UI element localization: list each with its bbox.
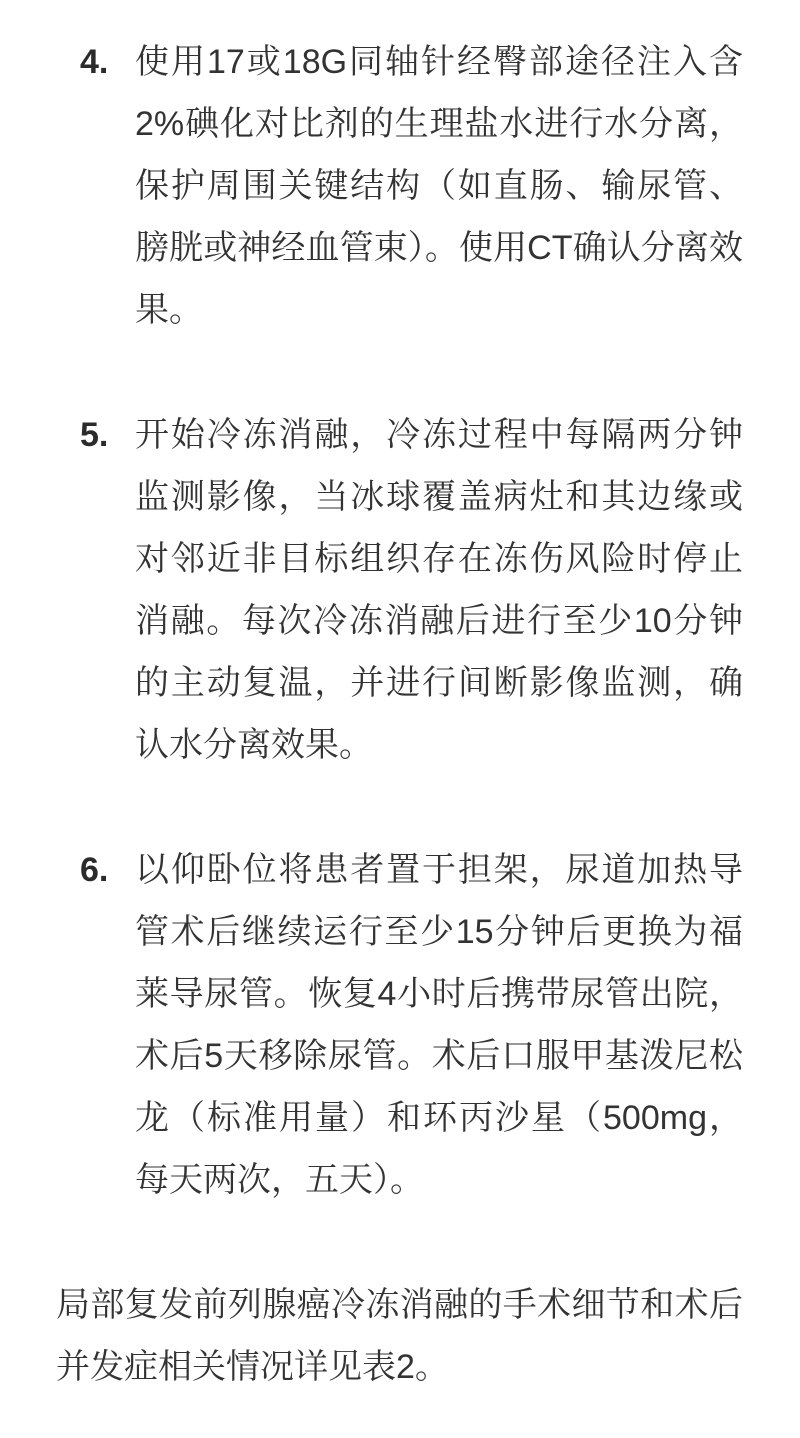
step-number: 5. (80, 416, 109, 454)
step-text: 以仰卧位将患者置于担架，尿道加热导管术后继续运行至少15分钟后更换为福莱导尿管。恢复4小时后携带尿管出院，术后5天移除尿管。术后口服甲基泼尼松龙（标准用量）和环丙沙星（500mg，每天两次，五天）。 (135, 851, 743, 1199)
step-text: 使用17或18G同轴针经臀部途径注入含2%碘化对比剂的生理盐水进行水分离，保护周围关键结构（如直肠、输尿管、膀胱或神经血管束）。使用CT确认分离效果。 (135, 43, 743, 329)
step-number: 6. (80, 851, 109, 889)
list-item (56, 404, 743, 776)
list-item (56, 839, 743, 1211)
list-item (56, 31, 743, 341)
closing-paragraph: 局部复发前列腺癌冷冻消融的手术细节和术后并发症相关情况详见表2。 (56, 1286, 743, 1386)
step-number: 4. (80, 43, 109, 81)
step-text: 开始冷冻消融，冷冻过程中每隔两分钟监测影像，当冰球覆盖病灶和其边缘或对邻近非目标组织存在冻伤风险时停止消融。每次冷冻消融后进行至少10分钟的主动复温，并进行间断影像监测，确认水分离效果。 (135, 416, 743, 764)
procedure-steps-list (56, 31, 743, 1211)
